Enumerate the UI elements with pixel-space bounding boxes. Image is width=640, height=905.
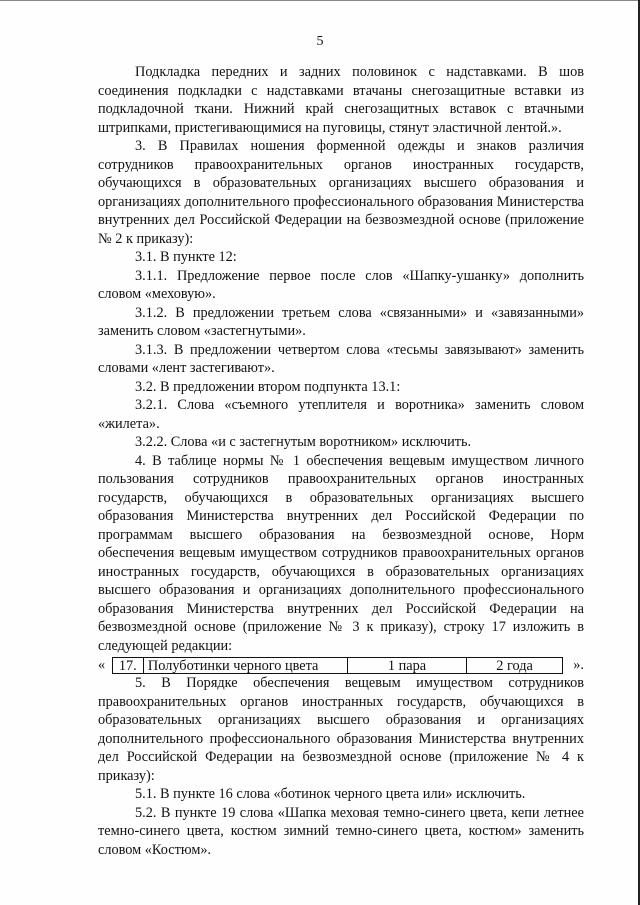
table-cell-term: 2 года (466, 657, 563, 674)
document-body (98, 63, 584, 859)
table-cell-number: 17. (112, 657, 143, 674)
paragraph-3-2-1: 3.2.1. Слова «съемного утеплителя и воротника» заменить словом «жилета». (98, 397, 584, 432)
paragraph-5-1: 5.1. В пункте 16 слова «ботинок черного цвета или» исключить. (135, 786, 526, 802)
paragraph-3-2-2: 3.2.2. Слова «и с застегнутым воротником» исключить. (135, 434, 472, 450)
table-cell-item: Полуботинки черного цвета (143, 657, 347, 674)
open-quote: « (98, 656, 106, 673)
paragraph-3-2: 3.2. В предложении втором подпункта 13.1: (135, 378, 401, 395)
paragraph-4: 4. В таблице нормы № 1 обеспечения вещевым имуществом личного пользования сотрудников правоохранительных органов иностранных государств, обучающихся в образовательных организациях высшего образования Министерства внутренних дел Российской Федерации по программам высшего образования на безвозмездной основе, Норм обеспечения вещевым имуществом сотрудников правоохранительных органов иностранных государств, обучающихся в образовательных организациях высшего образования и организациях дополнительного профессионального образования Министерства внутренних дел Российской Федерации на безвозмездной основе (приложение № 3 к приказу), строку 17 изложить в следующей редакции: (98, 452, 584, 654)
paragraph-lining: Подкладка передних и задних половинок с надставками. В шов соединения подкладки с надставками втачаны снегозащитные вставки из подкладочной ткани. Нижний край снегозащитных вставок с втачными штрипками, пристегивающимися на пуговицы, стянут эластичной лентой.». (98, 64, 584, 136)
close-quote: ». (573, 656, 584, 673)
paragraph-3-1-2: 3.1.2. В предложении третьем слова «связанными» и «завязанными» заменить словом «застегнутыми». (98, 304, 584, 339)
page-number: 5 (316, 34, 324, 49)
scan-top-edge (0, 0, 640, 1)
paragraph-5-2: 5.2. В пункте 19 слова «Шапка меховая темно-синего цвета, кепи летнее темно-синего цвета, костюм зимний темно-синего цвета, костюм» заменить словом «Костюм». (98, 804, 584, 858)
table-cell-quantity: 1 пара (347, 657, 466, 674)
table-row (98, 656, 584, 674)
paragraph-5: 5. В Порядке обеспечения вещевым имуществом сотрудников правоохранительных органов иностранных государств, обучающихся в образовательных организациях высшего образования и организациях дополнительного профессионального образования Министерства внутренних дел Российской Федерации на безвозмездной основе (приложение № 4 к приказу): (98, 675, 584, 784)
paragraph-3: 3. В Правилах ношения форменной одежды и знаков различия сотрудников правоохранительных органов иностранных государств, обучающихся в образовательных организациях высшего образования и организациях дополнительного профессионального образования Министерства внутренних дел Российской Федерации на безвозмездной основе (приложение № 2 к приказу): (98, 138, 584, 247)
paragraph-3-1: 3.1. В пункте 12: (135, 249, 237, 265)
paragraph-3-1-3: 3.1.3. В предложении четвертом слова «тесьмы завязывают» заменить словами «лент застегивают». (98, 341, 584, 376)
paragraph-3-1-1: 3.1.1. Предложение первое после слов «Шапку-ушанку» дополнить словом «меховую». (98, 267, 584, 302)
